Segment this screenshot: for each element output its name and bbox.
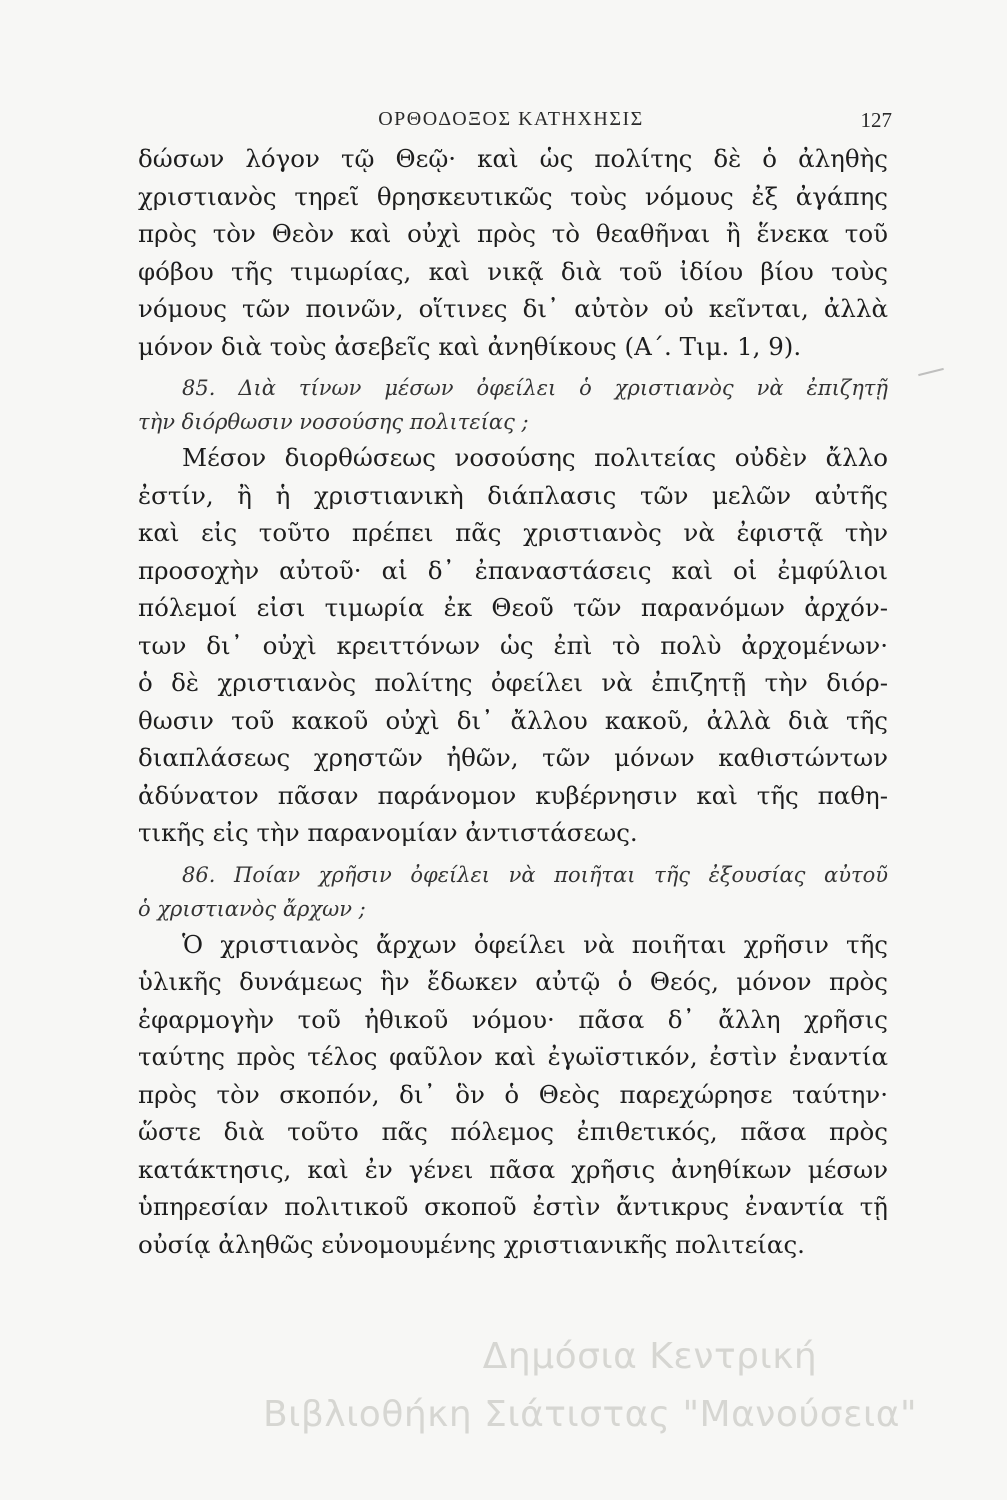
answer-85-line: προσοχὴν αὐτοῦ· αἱ δ᾽ ἐπαναστάσεις καὶ οἱ ἐμφύλιοι [138,555,888,585]
answer-86-line: ὑπηρεσίαν πολιτικοῦ σκοποῦ ἐστὶν ἄντικρυς ἐναντία τῇ [138,1192,888,1221]
answer-85-line: καὶ εἰς τοῦτο πρέπει πᾶς χριστιανὸς νὰ ἐφιστᾷ τὴν [138,518,888,547]
answer-86-line: ταύτης πρὸς τέλος φαῦλον καὶ ἐγωϊστικόν, ἐστὶν ἐναντία [138,1042,888,1071]
running-title: ΟΡΘΟΔΟΞΟΣ ΚΑΤΗΧΗΣΙΣ [378,108,644,130]
answer-85-line: πόλεμοί εἰσι τιμωρία ἐκ Θεοῦ τῶν παρανόμων ἀρχόν- [138,593,888,622]
question-85-line: τὴν διόρθωσιν νοσούσης πολιτείας ; [138,410,529,434]
answer-85-line: Μέσον διορθώσεως νοσούσης πολιτείας οὐδὲν ἄλλο [182,443,888,472]
text-line: χριστιανὸς τηρεῖ θρησκευτικῶς τοὺς νόμους ἐξ ἀγάπης [138,181,888,211]
text-line: νόμους τῶν ποινῶν, οἵτινες δι᾽ αὐτὸν οὐ κεῖνται, ἀλλὰ [138,294,888,323]
question-86-line: 86. Ποίαν χρῆσιν ὀφείλει νὰ ποιῆται τῆς ἐξουσίας αὐτοῦ [182,862,888,887]
answer-85-line: θωσιν τοῦ κακοῦ οὐχὶ δι᾽ ἄλλου κακοῦ, ἀλλὰ διὰ τῆς [138,705,888,735]
answer-86-line: ὥστε διὰ τοῦτο πᾶς πόλεμος ἐπιθετικός, πᾶσα πρὸς [138,1117,888,1146]
text-line: δώσων λόγον τῷ Θεῷ· καὶ ὡς πολίτης δὲ ὁ ἀληθὴς [138,144,888,173]
answer-85-line: ἐστίν, ἢ ἡ χριστιανικὴ διάπλασις τῶν μελῶν αὐτῆς [138,480,888,510]
margin-mark [918,368,944,376]
answer-86-line: Ὁ χριστιανὸς ἄρχων ὀφείλει νὰ ποιῆται χρῆσιν τῆς [182,929,888,959]
question-85-line: 85. Διὰ τίνων μέσων ὀφείλει ὁ χριστιανὸς νὰ ἐπιζητῇ [182,376,888,400]
text-line: πρὸς τὸν Θεὸν καὶ οὐχὶ πρὸς τὸ θεαθῆναι ἢ ἕνεκα τοῦ [138,219,888,248]
answer-86-line: οὐσίᾳ ἀληθῶς εὐνομουμένης χριστιανικῆς πολιτείας. [138,1229,805,1259]
answer-85-line: ἀδύνατον πᾶσαν παράνομον κυβέρνησιν καὶ τῆς παθη- [138,780,888,810]
answer-86-line: ὑλικῆς δυνάμεως ἣν ἔδωκεν αὐτῷ ὁ Θεός, μόνον πρὸς [138,967,888,996]
answer-86-line: κατάκτησις, καὶ ἐν γένει πᾶσα χρῆσις ἀνηθίκων μέσων [138,1154,888,1184]
text-line: μόνον διὰ τοὺς ἀσεβεῖς καὶ ἀνηθίκους (Α΄. Τιμ. 1, 9). [138,331,802,361]
running-head [130,108,892,140]
answer-86-line: πρὸς τὸν σκοπόν, δι᾽ ὃν ὁ Θεὸς παρεχώρησε ταύτην· [138,1079,888,1109]
answer-85-line: διαπλάσεως χρηστῶν ἠθῶν, τῶν μόνων καθιστώντων [138,743,888,772]
question-86-line: ὁ χριστιανὸς ἄρχων ; [138,896,366,921]
page-number: 127 [860,108,892,132]
text-line: φόβου τῆς τιμωρίας, καὶ νικᾷ διὰ τοῦ ἰδίου βίου τοὺς [138,256,888,286]
answer-85-line: τικῆς εἰς τὴν παρανομίαν ἀντιστάσεως. [138,818,638,847]
answer-85-line: των δι᾽ οὐχὶ κρειττόνων ὡς ἐπὶ τὸ πολὺ ἀρχομένων· [138,630,888,660]
library-watermark-line-2: Βιβλιοθήκη Σιάτιστας "Μανούσεια" [262,1394,918,1435]
library-watermark-line-1: Δημόσια Κεντρική [482,1336,818,1377]
answer-86-line: ἐφαρμογὴν τοῦ ἠθικοῦ νόμου· πᾶσα δ᾽ ἄλλη χρῆσις [138,1004,888,1034]
answer-85-line: ὁ δὲ χριστιανὸς πολίτης ὀφείλει νὰ ἐπιζητῇ τὴν διόρ- [138,668,888,697]
text-block [138,140,888,1263]
